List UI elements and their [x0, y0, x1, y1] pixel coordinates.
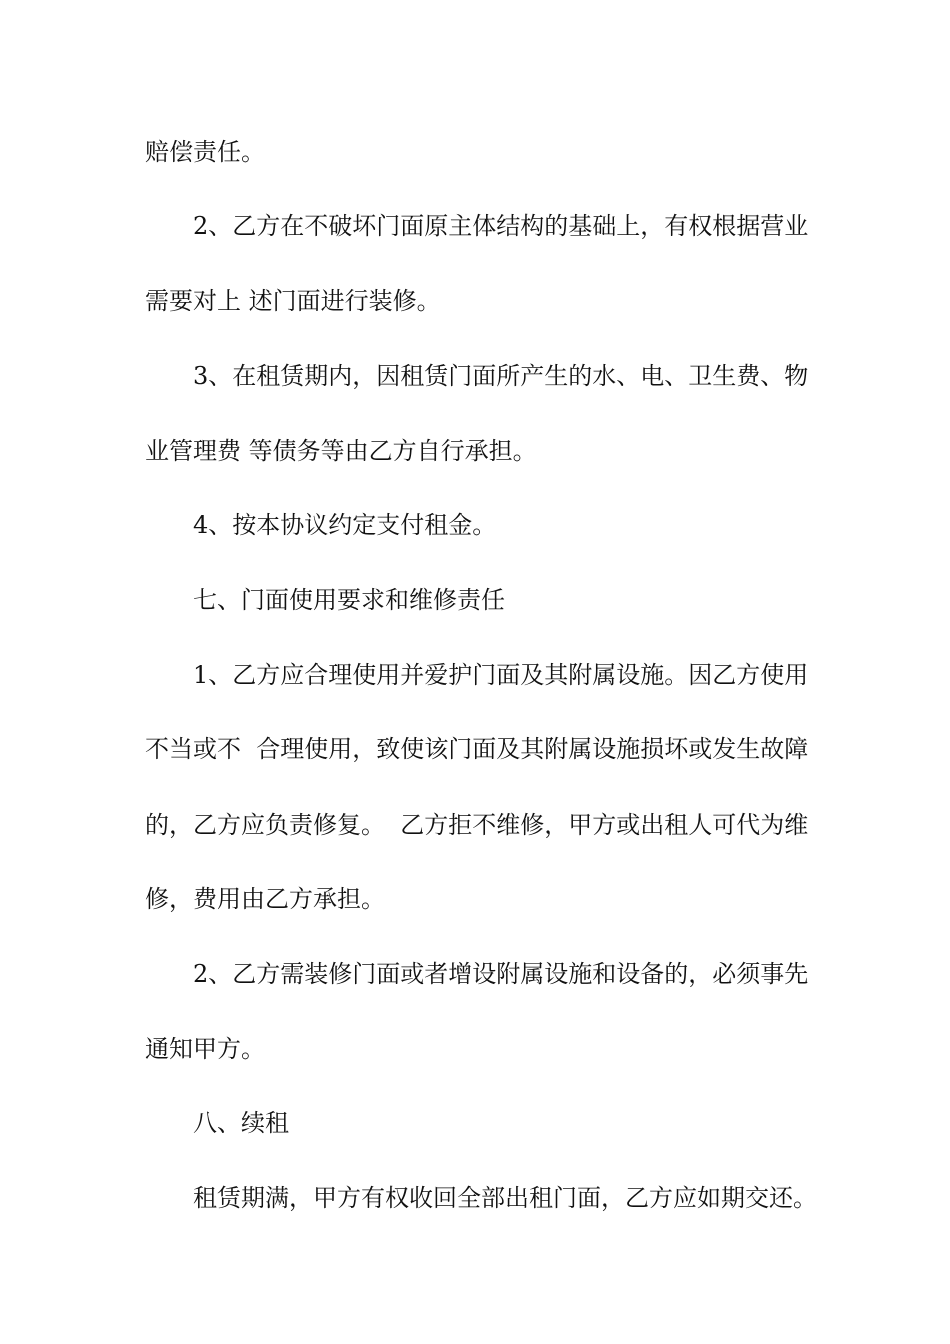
text-line-15: 租赁期满，甲方有权收回全部出租门面，乙方应如期交还。 — [193, 1184, 817, 1212]
text-line-4: 3、在租赁期内，因租赁门面所产生的水、电、卫生费、物 — [193, 362, 809, 390]
text-line-3: 需要对上 述门面进行装修。 — [145, 287, 441, 315]
text-line-10: 的，乙方应负责修复。 乙方拒不维修，甲方或出租人可代为维 — [145, 811, 809, 839]
text-line-5: 业管理费 等债务等由乙方自行承担。 — [145, 437, 537, 465]
text-line-9: 不当或不 合理使用，致使该门面及其附属设施损坏或发生故障 — [145, 735, 809, 763]
section-heading-8: 八、续租 — [193, 1109, 289, 1137]
text-line-1: 赔偿责任。 — [145, 138, 265, 166]
text-line-6: 4、按本协议约定支付租金。 — [193, 511, 497, 539]
section-heading-7: 七、门面使用要求和维修责任 — [193, 586, 505, 614]
text-line-2: 2、乙方在不破坏门面原主体结构的基础上，有权根据营业 — [193, 212, 809, 240]
text-line-12: 2、乙方需装修门面或者增设附属设施和设备的，必须事先 — [193, 960, 809, 988]
text-line-11: 修，费用由乙方承担。 — [145, 885, 385, 913]
text-line-8: 1、乙方应合理使用并爱护门面及其附属设施。因乙方使用 — [193, 661, 809, 689]
text-line-13: 通知甲方。 — [145, 1035, 265, 1063]
